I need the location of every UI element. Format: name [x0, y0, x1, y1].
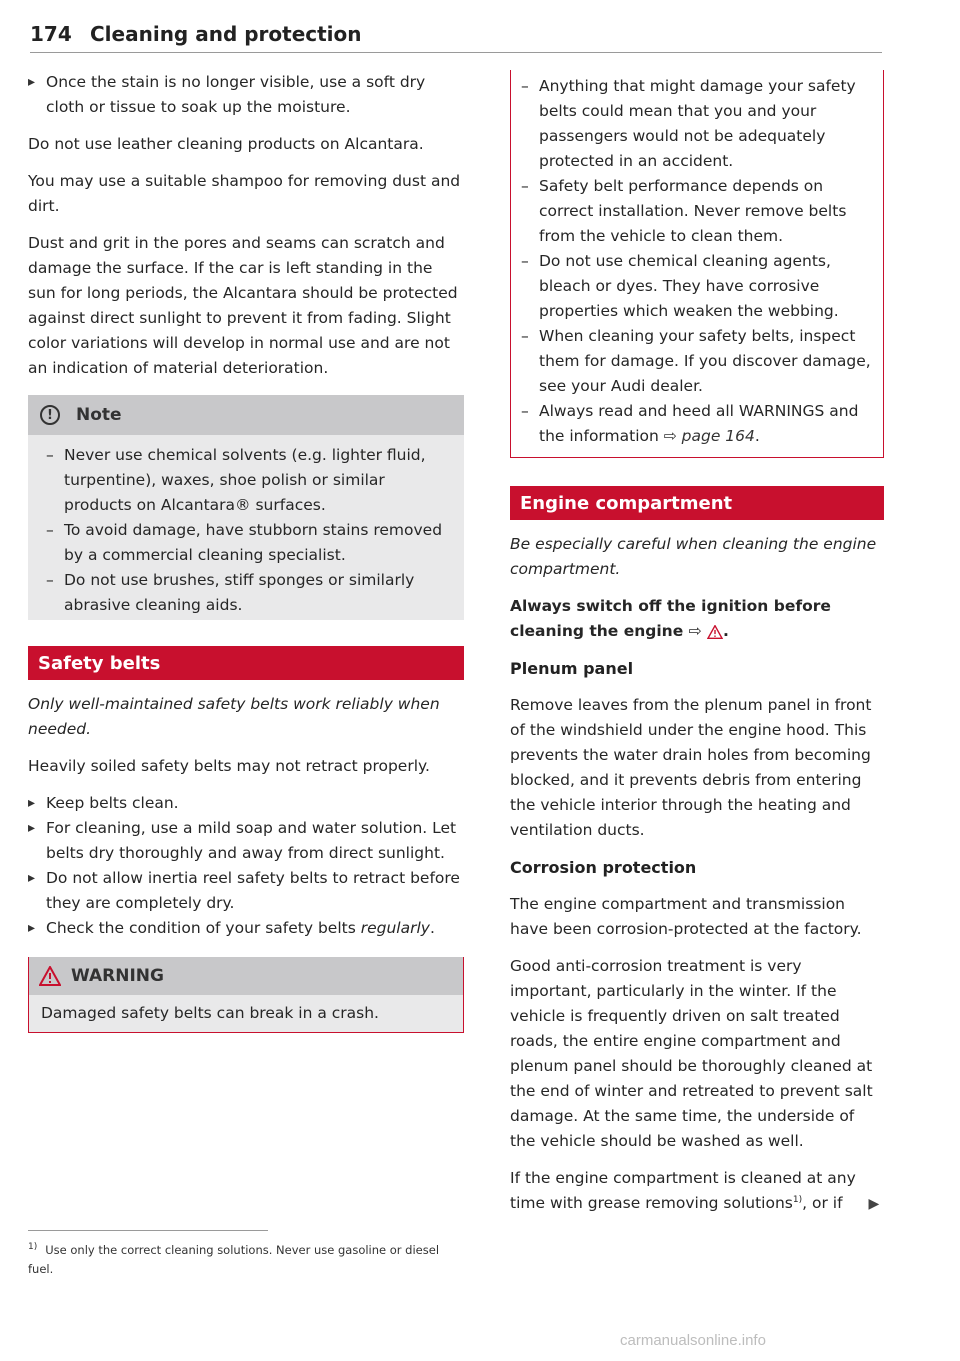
- instruction-bold: Always switch off the ignition before cleaning the engine ⇨ .: [510, 597, 831, 640]
- note-item: – Do not use brushes, stiff sponges or similarly abrasive cleaning aids.: [44, 568, 450, 618]
- warning-continued: [510, 70, 884, 458]
- paragraph-text: If the engine compartment is cleaned at any time with grease removing solutions: [510, 1169, 856, 1212]
- footnote-divider: [28, 1230, 268, 1231]
- left-column: [28, 70, 464, 1276]
- paragraph: Remove leaves from the plenum panel in front of the windshield under the engine hood. This prevents the water drain holes from becoming blocked, and it prevents debris from entering the vehicle interior through the heating and ventilation ducts.: [510, 696, 872, 839]
- note-title: Note: [76, 404, 122, 425]
- warning-triangle-icon: [707, 625, 723, 639]
- info-icon: !: [40, 405, 60, 425]
- paragraph: Do not use leather cleaning products on Alcantara.: [28, 135, 424, 153]
- paragraph: The engine compartment and transmission have been corrosion-protected at the factory.: [510, 895, 862, 938]
- warning-item-text: .: [754, 427, 760, 445]
- right-column: [510, 70, 884, 1229]
- note-box: [28, 395, 464, 620]
- warning-item: – When cleaning your safety belts, inspect them for damage. If you discover damage, see your Audi dealer.: [519, 324, 871, 399]
- page-number: 174: [30, 22, 72, 46]
- footnote-mark: 1): [28, 1242, 38, 1252]
- warning-title: WARNING: [71, 965, 164, 986]
- page-reference-link[interactable]: ⇨ page 164: [663, 427, 755, 445]
- list-item: ▸ Do not allow inertia reel safety belts to retract before they are completely dry.: [28, 866, 464, 916]
- note-header: [28, 395, 464, 435]
- section-intro: Be especially careful when cleaning the engine compartment.: [510, 535, 877, 578]
- footnote-reference: 1): [792, 1194, 803, 1205]
- section-title: Cleaning and protection: [90, 22, 362, 46]
- warning-text: Damaged safety belts can break in a crash.: [41, 1004, 379, 1022]
- list-item: ▸ For cleaning, use a mild soap and water solution. Let belts dry thoroughly and away from direct sunlight.: [28, 816, 464, 866]
- section-heading-safety-belts: Safety belts: [28, 646, 464, 680]
- footnote-text: Use only the correct cleaning solutions. Never use gasoline or diesel fuel.: [28, 1242, 440, 1276]
- paragraph: You may use a suitable shampoo for removing dust and dirt.: [28, 172, 461, 215]
- page-header: [30, 22, 882, 53]
- subheading-corrosion-protection: Corrosion protection: [510, 858, 697, 877]
- warning-box: [28, 957, 464, 1033]
- list-item-text: .: [429, 919, 435, 937]
- section-heading-engine-compartment: Engine compartment: [510, 486, 884, 520]
- warning-item: – Do not use chemical cleaning agents, bleach or dyes. They have corrosive properties which weaken the webbing.: [519, 249, 871, 324]
- section-intro: Only well-maintained safety belts work reliably when needed.: [28, 695, 440, 738]
- paragraph-text: , or if: [802, 1194, 843, 1212]
- paragraph: Good anti-corrosion treatment is very important, particularly in the winter. If the vehicle is frequently driven on salt treated roads, the entire engine compartment and plenum panel should be thoroughly cleaned at the end of winter and retreated to prevent salt damage. At the same time, the underside of the vehicle should be washed as well.: [510, 957, 873, 1150]
- warning-header: [29, 957, 463, 995]
- paragraph: [510, 1166, 884, 1217]
- warning-item: – Safety belt performance depends on correct installation. Never remove belts from the vehicle to clean them.: [519, 174, 871, 249]
- warning-item: – Anything that might damage your safety belts could mean that you and your passengers would not be adequately protected in an accident.: [519, 74, 871, 174]
- list-item: ▸ Once the stain is no longer visible, use a soft dry cloth or tissue to soak up the moisture.: [28, 70, 464, 120]
- list-item: ▸ Keep belts clean.: [28, 791, 464, 816]
- warning-triangle-icon: [39, 966, 61, 986]
- continue-arrow-icon: ▶: [868, 1196, 880, 1212]
- warning-item: [519, 399, 871, 449]
- note-item: – To avoid damage, have stubborn stains removed by a commercial cleaning specialist.: [44, 518, 450, 568]
- subheading-plenum-panel: Plenum panel: [510, 659, 634, 678]
- paragraph: Dust and grit in the pores and seams can scratch and damage the surface. If the car is left standing in the sun for long periods, the Alcantara should be protected against direct sunlight to prevent it from fading. Slight color variations will develop in normal use and are not an indication of material deterioration.: [28, 234, 458, 377]
- reference-arrow-icon: ⇨: [688, 622, 702, 640]
- footnote: [28, 1238, 464, 1279]
- note-item: – Never use chemical solvents (e.g. lighter fluid, turpentine), waxes, shoe polish or similar products on Alcantara® surfaces.: [44, 443, 450, 518]
- warning-item-text: Always read and heed all WARNINGS and the information: [539, 402, 859, 445]
- list-item-text: Check the condition of your safety belts: [46, 919, 361, 937]
- watermark: carmanualsonline.info: [620, 1332, 766, 1349]
- list-item-emphasis: regularly: [360, 919, 430, 937]
- list-item: [28, 916, 464, 941]
- instruction-text: Always switch off the ignition before cleaning the engine: [510, 597, 831, 640]
- paragraph: Heavily soiled safety belts may not retract properly.: [28, 757, 430, 775]
